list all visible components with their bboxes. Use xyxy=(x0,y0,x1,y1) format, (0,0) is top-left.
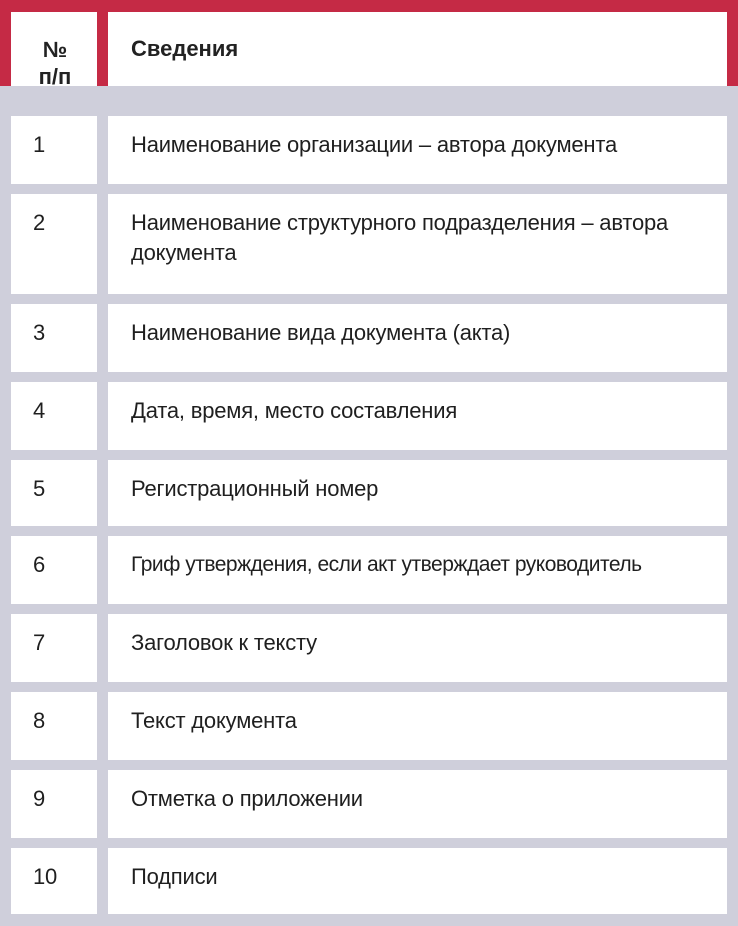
row-number: 2 xyxy=(33,210,46,235)
row-number: 3 xyxy=(33,320,46,345)
row-number-cell xyxy=(11,382,97,450)
header-number-column xyxy=(32,36,78,90)
row-number-cell xyxy=(11,116,97,184)
header-divider-left xyxy=(0,0,11,86)
row-text: Регистрационный номер xyxy=(131,476,379,501)
table-row xyxy=(0,848,738,914)
table-row xyxy=(0,382,738,450)
header-info-column: Сведения xyxy=(131,36,239,61)
row-text: Наименование организации – автора документа xyxy=(131,132,618,157)
row-number-cell xyxy=(11,770,97,838)
row-number: 6 xyxy=(33,552,46,577)
header-number-symbol: № xyxy=(42,37,68,62)
header-divider-middle xyxy=(97,0,108,86)
row-text: Отметка о приложении xyxy=(131,786,363,811)
row-number-cell xyxy=(11,614,97,682)
table-row xyxy=(0,614,738,682)
row-text: Наименование вида документа (акта) xyxy=(131,320,511,345)
header-divider-right xyxy=(727,0,738,86)
row-number: 4 xyxy=(33,398,46,423)
row-number-cell xyxy=(11,460,97,526)
row-number-cell xyxy=(11,536,97,604)
table-row xyxy=(0,536,738,604)
row-number: 10 xyxy=(33,864,58,889)
table-row xyxy=(0,304,738,372)
table-row xyxy=(0,194,738,294)
row-number-cell xyxy=(11,194,97,294)
row-number-cell xyxy=(11,304,97,372)
row-number: 7 xyxy=(33,630,46,655)
row-text: Гриф утверждения, если акт утверждает руководитель xyxy=(131,553,642,576)
row-text: Дата, время, место составления xyxy=(131,398,458,423)
row-number: 1 xyxy=(33,132,46,157)
row-text: Текст документа xyxy=(131,708,297,733)
row-text: Наименование структурного подразделения – автора документа xyxy=(131,210,669,265)
table-row xyxy=(0,692,738,760)
header-top-bar xyxy=(0,0,738,12)
table-row xyxy=(0,116,738,184)
table-row xyxy=(0,770,738,838)
row-text: Подписи xyxy=(131,864,218,889)
row-number: 8 xyxy=(33,708,46,733)
row-number-cell xyxy=(11,692,97,760)
table-row xyxy=(0,460,738,526)
row-number: 5 xyxy=(33,476,46,501)
table-header xyxy=(0,0,738,104)
header-separator xyxy=(0,86,738,104)
row-text: Заголовок к тексту xyxy=(131,630,317,655)
header-number-abbr: п/п xyxy=(38,64,72,89)
row-number: 9 xyxy=(33,786,46,811)
